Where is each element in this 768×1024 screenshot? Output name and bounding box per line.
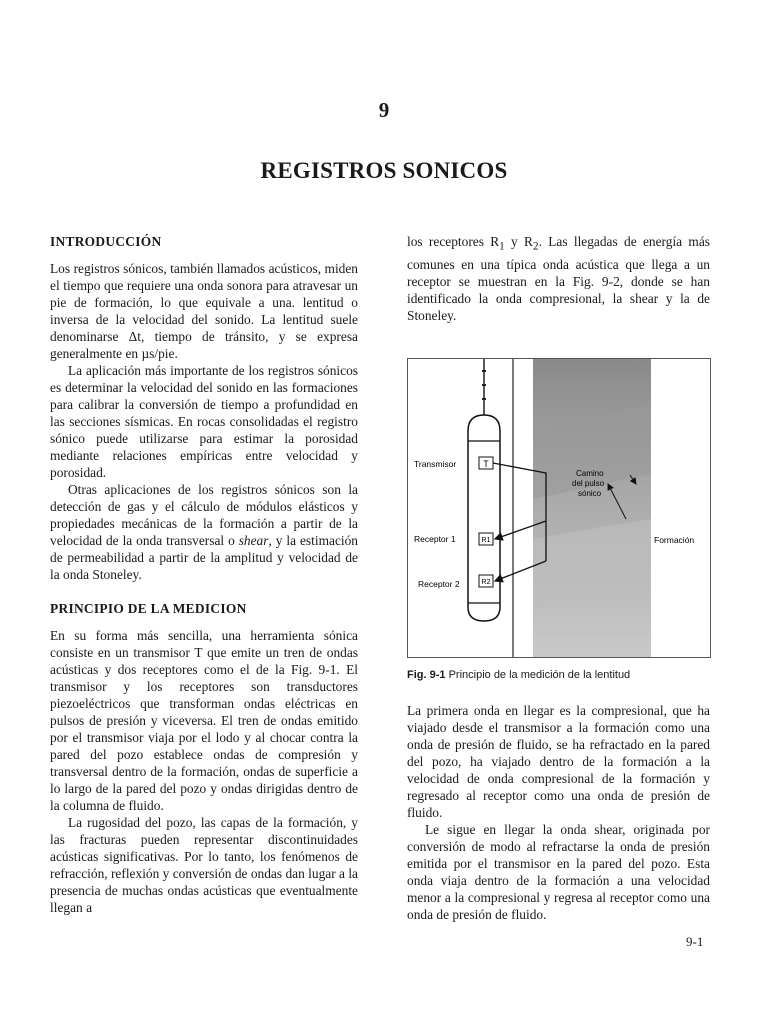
label-camino-3: sónico: [578, 488, 602, 498]
principle-paragraph-1: En su forma más sencilla, una herramienta sónica consiste en un transmisor T que emite un tren de ondas acústicas y dos receptores como el de la Fig. 9-1. El transmisor y los receptores son transductores piezoeléctricos que transforman ondas eléctricas en pulsos de presión y viceversa. El tren de ondas emitido por el transmisor viaja por el lodo y al chocar contra la pared del pozo establece ondas de compresión y transversal dentro de la formación, ondas de superficie a lo largo de la pared del pozo y ondas dirigidas dentro de la columna de fluido.: [50, 628, 358, 813]
formation-region: [533, 359, 651, 657]
receptor2-box-label: R2: [481, 578, 491, 586]
figure-caption: [407, 667, 710, 684]
intro-paragraph-3: [50, 481, 358, 583]
right-paragraph-2: La primera onda en llegar es la compresional, que ha viajado desde el transmisor a la formación como una onda de presión de fluido, se ha refractado en la pared del pozo, ha viajado dentro de la formación a la velocidad de onda compresional de la formación y regresado al receptor como una onda de presión de fluido.: [407, 702, 710, 820]
label-receptor1: Receptor 1: [414, 533, 456, 544]
right-top-c: . Las llegadas de energía más comunes en una típica onda acústica que llega a un receptor se muestran en la Fig. 9-2, donde se han identificado la onda compresional, la shear y la de Stoneley.: [407, 234, 710, 323]
sonic-tool-diagram: [408, 359, 710, 657]
receptor1-box-label: R1: [481, 536, 491, 544]
label-transmisor: Transmisor: [414, 458, 457, 469]
tool-body: [468, 415, 500, 621]
figure-9-1: [407, 358, 711, 658]
label-camino-2: del pulso: [572, 478, 605, 488]
chapter-number: 9: [378, 98, 390, 122]
right-top-a: los receptores R: [407, 234, 500, 249]
transmitter-box-label: T: [483, 458, 489, 469]
right-top-sub1: 1: [499, 240, 505, 253]
right-top-sub2: 2: [532, 240, 539, 253]
page-number: 9-1: [686, 934, 704, 949]
label-receptor2: Receptor 2: [418, 578, 460, 589]
right-paragraph-3: Le sigue en llegar la onda shear, originada por conversión de modo al refractarse la onda de presión emitida por el transmisor en la pared del pozo. Esta onda viaja dentro de la formación a una velocidad menor a la compresional y regresa al receptor como una onda de presión de fluido.: [407, 821, 710, 922]
right-column: [407, 233, 710, 923]
intro-p3-shear: shear: [238, 533, 269, 548]
figure-caption-text: Principio de la medición de la lentitud: [445, 668, 631, 681]
chapter-title: REGISTROS SONICOS: [260, 158, 508, 183]
intro-p3-text-a: Otras aplicaciones de los registros sónicos son la detección de gas y el cálculo de módulos elásticos y propiedades mecánicas de la formación a partir de la velocidad de la onda transversal o: [50, 482, 358, 548]
principle-heading: PRINCIPIO DE LA MEDICION: [50, 601, 247, 616]
label-formacion: Formación: [654, 534, 695, 545]
principle-paragraph-2: La rugosidad del pozo, las capas de la formación, y las fracturas pueden representar discontinuidades acústicas significativas. Por lo tanto, los fenómenos de refracción, reflexión y conversión de ondas dan lugar a la presencia de muchas ondas acústicas que eventualmente llegan a: [50, 815, 358, 915]
intro-p3-text-b: , y la estimación de permeabilidad a partir de la amplitud y velocidad de la onda Stoneley.: [50, 533, 358, 582]
left-column: [50, 233, 358, 916]
right-top-b: y R: [504, 234, 533, 249]
label-camino-1: Camino: [576, 468, 604, 478]
intro-paragraph-2: La aplicación más importante de los registros sónicos es determinar la velocidad del sonido en las formaciones para calibrar la conversión de tiempo a profundidad en las secciones sísmicas. En rocas consolidadas el registro sónico puede utilizarse para estimar la porosidad mediante relaciones empíricas entre velocidad y porosidad.: [50, 363, 358, 480]
intro-heading: INTRODUCCIÓN: [50, 234, 162, 249]
figure-caption-label: Fig. 9-1: [407, 668, 446, 681]
intro-paragraph-1: Los registros sónicos, también llamados acústicos, miden el tiempo que requiere una onda sonora para atravesar un pie de formación, lo que equivale a una. lentitud o inversa de la velocidad del sonido. La lentitud suele denominarse Δt, tiempo de tránsito, y se expresa generalmente en µs/pie.: [50, 261, 358, 361]
right-paragraph-top: [407, 233, 710, 324]
